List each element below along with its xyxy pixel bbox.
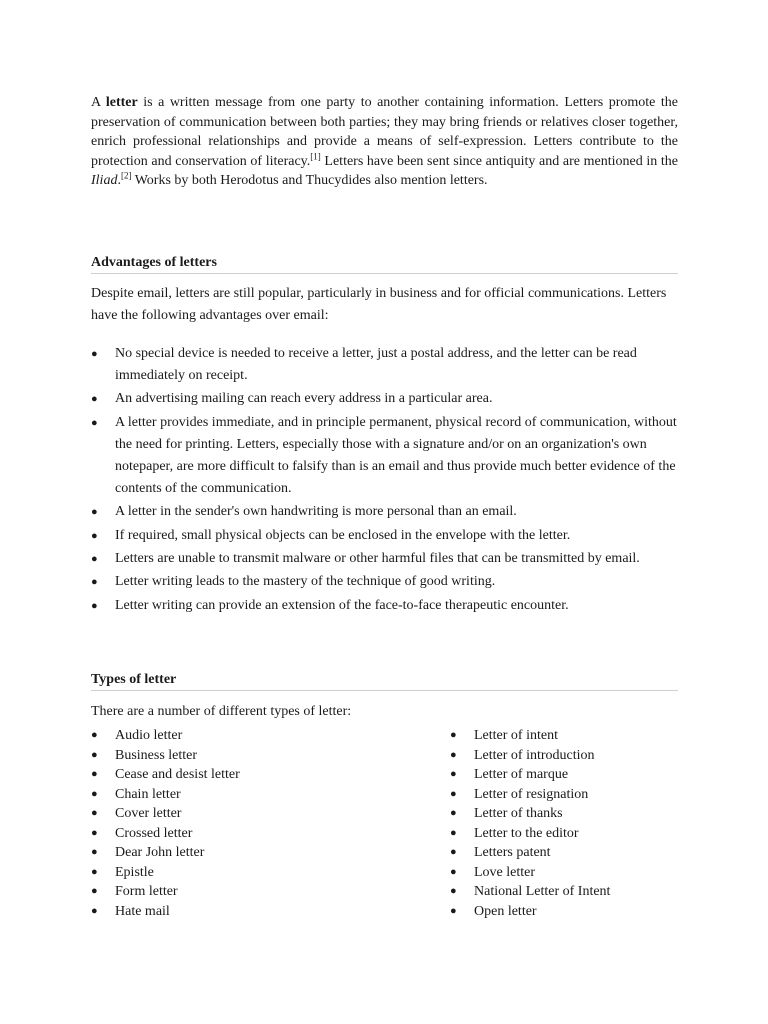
advantages-list: [91, 343, 678, 618]
list-item: [91, 765, 431, 785]
list-item-text: Epistle: [115, 864, 154, 880]
list-item: [450, 824, 678, 844]
list-item-text: Hate mail: [115, 903, 170, 919]
list-item: [91, 882, 431, 902]
list-item-text: National Letter of Intent: [474, 884, 611, 899]
types-list-left: [91, 726, 431, 921]
intro-italic-term: Iliad: [91, 173, 118, 189]
list-item: [91, 388, 678, 410]
bullet-icon: ●: [450, 807, 457, 819]
list-item-text: Dear John letter: [115, 845, 205, 860]
list-item-text: Open letter: [474, 903, 537, 919]
intro-text: Works by both Herodotus and Thucydides also mention letters.: [131, 173, 488, 189]
list-item-text: Business letter: [115, 747, 198, 763]
bullet-icon: ●: [450, 846, 457, 858]
list-item: [450, 726, 678, 746]
list-item: [91, 343, 678, 387]
citation-1[interactable]: [1]: [310, 151, 321, 162]
bullet-icon: ●: [450, 787, 457, 800]
list-item: [91, 843, 431, 863]
list-item-text: An advertising mailing can reach every address in a particular area.: [115, 391, 493, 407]
intro-text: .: [117, 173, 121, 189]
bullet-icon: ●: [450, 885, 457, 897]
list-item-text: Letters are unable to transmit malware or other harmful files that can be transmitted by email.: [115, 550, 640, 566]
section-heading-advantages: Advantages of letters: [91, 254, 678, 274]
bullet-icon: ●: [91, 729, 98, 741]
intro-bold-term: letter: [105, 95, 138, 110]
list-item-text: Crossed letter: [115, 825, 193, 841]
intro-text: A: [91, 95, 106, 110]
bullet-icon: ●: [450, 768, 457, 780]
list-item-text: Love letter: [474, 864, 536, 880]
list-item-text: A letter in the sender's own handwriting is more personal than an email.: [115, 504, 517, 520]
list-item: [450, 785, 678, 805]
bullet-icon: ●: [91, 348, 98, 360]
list-item: [450, 902, 678, 922]
bullet-icon: ●: [91, 599, 98, 612]
section-heading-types: Types of letter: [91, 671, 678, 691]
bullet-icon: ●: [91, 416, 98, 429]
bullet-icon: ●: [91, 865, 98, 878]
bullet-icon: ●: [91, 904, 98, 917]
list-item: [450, 843, 678, 863]
list-item: [91, 726, 431, 746]
types-list-right: [450, 726, 678, 921]
list-item: [91, 571, 678, 593]
list-item-text: Cease and desist letter: [115, 767, 240, 782]
list-item: [91, 824, 431, 844]
bullet-icon: ●: [91, 846, 98, 858]
list-item: [450, 804, 678, 824]
list-item: [91, 412, 678, 500]
list-item: [91, 548, 678, 570]
list-item: [91, 863, 431, 883]
bullet-icon: ●: [450, 729, 457, 741]
bullet-icon: ●: [91, 787, 98, 800]
intro-text: Letters have been sent since antiquity and are mentioned in the: [320, 153, 678, 169]
list-item: [91, 525, 678, 547]
list-item-text: Letter of thanks: [474, 806, 563, 821]
types-intro: There are a number of different types of letter:: [91, 704, 352, 719]
bullet-icon: ●: [91, 552, 98, 565]
list-item-text: Letters patent: [474, 845, 551, 860]
list-item: [450, 882, 678, 902]
list-item-text: Audio letter: [115, 728, 183, 743]
bullet-icon: ●: [450, 865, 457, 878]
bullet-icon: ●: [91, 807, 98, 819]
list-item-text: Letter writing can provide an extension of the face-to-face therapeutic encounter.: [115, 597, 569, 613]
list-item: [91, 746, 431, 766]
list-item-text: Letter to the editor: [474, 825, 579, 841]
list-item-text: Form letter: [115, 884, 178, 899]
advantages-intro: Despite email, letters are still popular, particularly in business and for official communications. Letters have the following advantages over email:: [91, 286, 667, 323]
list-item-text: Cover letter: [115, 806, 182, 821]
bullet-icon: ●: [91, 826, 98, 839]
list-item: [450, 765, 678, 785]
bullet-icon: ●: [450, 748, 457, 761]
list-item: [450, 746, 678, 766]
bullet-icon: ●: [91, 529, 98, 542]
bullet-icon: ●: [91, 393, 98, 406]
bullet-icon: ●: [91, 748, 98, 761]
list-item-text: Letter of intent: [474, 728, 558, 743]
list-item-text: Chain letter: [115, 786, 181, 802]
list-item-text: Letter writing leads to the mastery of the technique of good writing.: [115, 574, 496, 590]
list-item: [91, 902, 431, 922]
bullet-icon: ●: [450, 904, 457, 917]
list-item-text: Letter of resignation: [474, 786, 589, 802]
list-item-text: If required, small physical objects can be enclosed in the envelope with the letter.: [115, 527, 571, 543]
citation-2[interactable]: [2]: [120, 170, 132, 181]
bullet-icon: ●: [91, 885, 98, 897]
list-item: [91, 595, 678, 617]
list-item-text: Letter of marque: [474, 767, 569, 782]
intro-paragraph: [91, 93, 678, 191]
list-item-text: No special device is needed to receive a letter, just a postal address, and the letter can be read immediately on receipt.: [115, 346, 637, 383]
list-item-text: A letter provides immediate, and in principle permanent, physical record of communication, without the need for printing. Letters, especially those with a signature and/or on an organization's own notepaper, are more difficult to falsify than is an email and thus provide much better evidence of the contents of the communication.: [115, 414, 677, 496]
list-item: [450, 863, 678, 883]
intro-text: is a written message from one party to another containing information. Letters promote the preservation of communication between both parties; they may bring friends or relatives closer together, enrich professional relationships and provide a means of self-expression. Letters contribute to the protection and conservation of literacy.: [91, 95, 678, 169]
bullet-icon: ●: [91, 506, 98, 519]
bullet-icon: ●: [91, 768, 98, 780]
list-item: [91, 804, 431, 824]
bullet-icon: ●: [91, 576, 98, 589]
bullet-icon: ●: [450, 826, 457, 839]
list-item: [91, 785, 431, 805]
list-item: [91, 501, 678, 523]
list-item-text: Letter of introduction: [474, 747, 595, 763]
